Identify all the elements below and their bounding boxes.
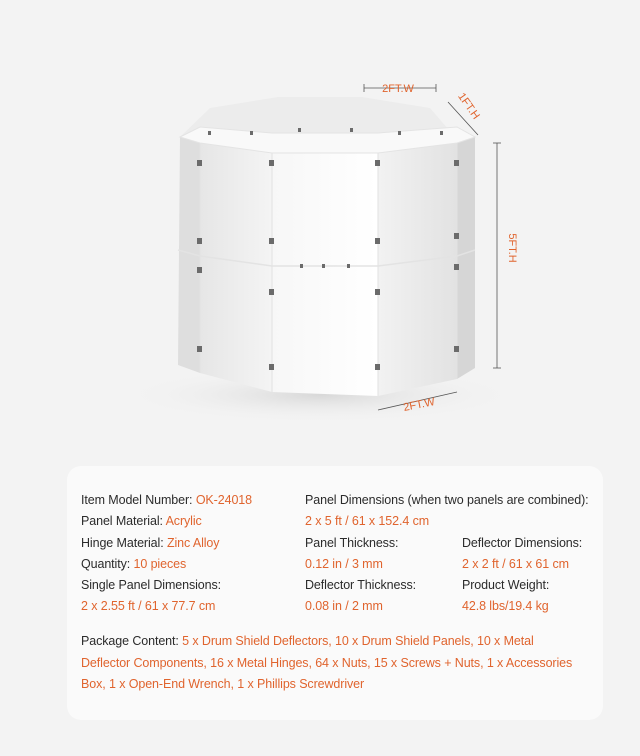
spec-panel-material: Panel Material: Acrylic (81, 514, 202, 528)
spec-panel-thickness-value: 0.12 in / 3 mm (305, 557, 383, 571)
height-label: 5FT.H (506, 233, 518, 263)
specs-card (67, 466, 603, 720)
panel-center (272, 153, 378, 396)
spec-deflector-dimensions-value: 2 x 2 ft / 61 x 61 cm (462, 557, 569, 571)
spec-product-weight-value: 42.8 lbs/19.4 kg (462, 599, 549, 613)
spec-panel-dimensions-label: Panel Dimensions (when two panels are combined): (305, 493, 589, 507)
spec-hinge-material: Hinge Material: Zinc Alloy (81, 536, 220, 550)
bottom-width-label: 2FT.W (402, 396, 436, 414)
top-width-label: 2FT.W (382, 83, 414, 95)
package-content (81, 631, 586, 696)
spec-quantity: Quantity: 10 pieces (81, 557, 187, 571)
depth-label: 1FT.H (455, 90, 482, 122)
spec-single-panel-value: 2 x 2.55 ft / 61 x 77.7 cm (81, 599, 216, 613)
spec-panel-dimensions-value: 2 x 5 ft / 61 x 152.4 cm (305, 514, 430, 528)
spec-deflector-thickness-value: 0.08 in / 2 mm (305, 599, 383, 613)
package-content-label: Package Content: (81, 634, 183, 648)
panel-left (200, 143, 272, 392)
panel-right (378, 143, 457, 396)
spec-deflector-thickness-label: Deflector Thickness: (305, 578, 417, 592)
panel-far-right (457, 137, 475, 379)
spec-single-panel-label: Single Panel Dimensions: (81, 578, 222, 592)
spec-product-weight-label: Product Weight: (462, 578, 550, 592)
spec-deflector-dimensions-label: Deflector Dimensions: (462, 536, 583, 550)
spec-item-model: Item Model Number: OK-24018 (81, 493, 252, 507)
package-content-value: 5 x Drum Shield Deflectors, 10 x Drum Shield Panels, 10 x Metal Deflector Components, 16 x Metal Hinges, 64 x Nuts, 15 x Screws + Nuts, 1 x Accessories Box, 1 x Open-End Wrench, 1 x Phillips Screwdriver (81, 634, 573, 691)
spec-panel-thickness-label: Panel Thickness: (305, 536, 399, 550)
